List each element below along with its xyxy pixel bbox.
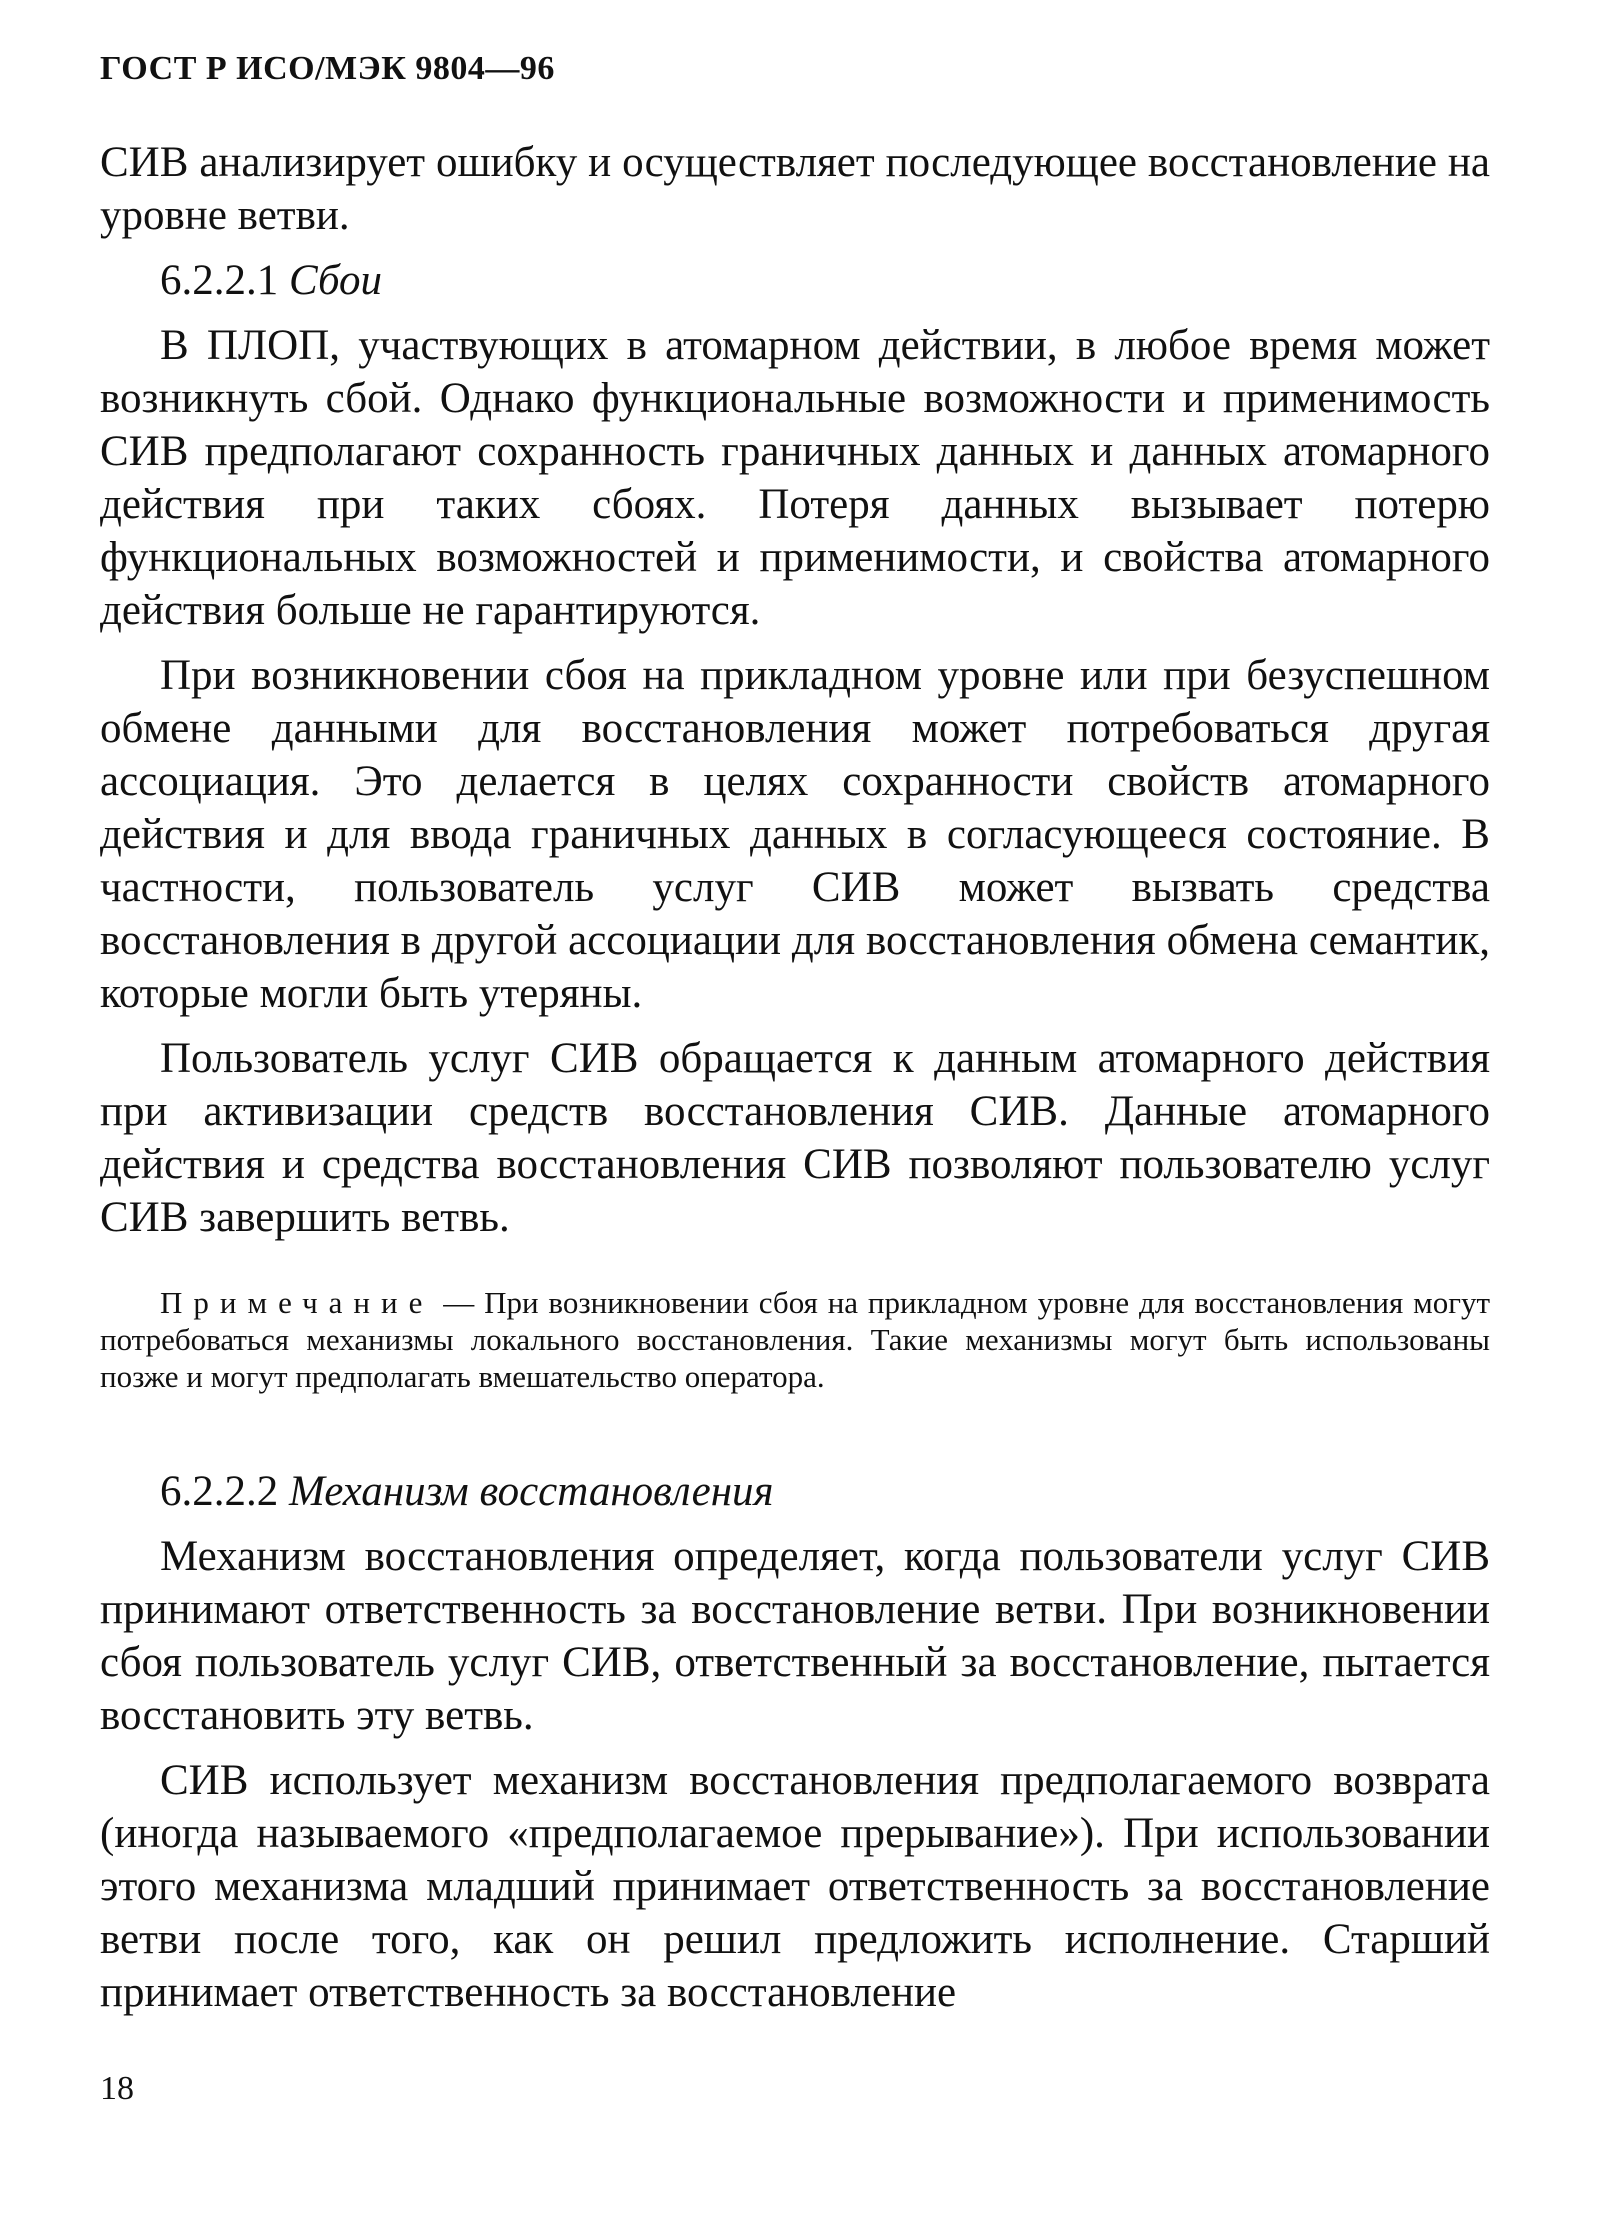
paragraph-atomic-action-data: Пользователь услуг СИВ обращается к данным атомарного действия при активизации средств восстановления СИВ. Данные атомарного действия и средства восстановления СИВ позволяют пользователю услуг СИВ завершить ветвь. bbox=[100, 1035, 1490, 1241]
note-label: Примечание bbox=[160, 1285, 434, 1320]
paragraph-error-analysis: СИВ анализирует ошибку и осуществляет последующее восстановление на уровне ветви. bbox=[100, 139, 1490, 239]
section-number: 6.2.2.2 bbox=[160, 1468, 279, 1515]
section-number: 6.2.2.1 bbox=[160, 257, 279, 304]
section-heading-recovery-mechanism bbox=[100, 1465, 1490, 1518]
paragraph-presumed-rollback: СИВ использует механизм восстановления предполагаемого возврата (иногда называемого «предполагаемое прерывание»). При использовании этого механизма младший принимает ответственность за восстановление ветви после того, как он решил предложить исполнение. Старший принимает ответственность за восстановление bbox=[100, 1757, 1490, 2016]
paragraph-failures: В ПЛОП, участвующих в атомарном действии, в любое время может возникнуть сбой. Однако функциональные возможности и применимость СИВ предполагают сохранность граничных данных и данных атомарного действия при таких сбоях. Потеря данных вызывает потерю функциональных возможностей и применимости, и свойства атомарного действия больше не гарантируются. bbox=[100, 322, 1490, 634]
note-text: — При возникновении сбоя на прикладном уровне для восстановления могут потребоваться механизмы локального восстановления. Такие механизмы могут быть использованы позже и могут предполагать вмешательство оператора. bbox=[100, 1285, 1490, 1394]
paragraph-recovery-mechanism: Механизм восстановления определяет, когда пользователи услуг СИВ принимают ответственность за восстановление ветви. При возникновении сбоя пользователь услуг СИВ, ответственный за восстановление, пытается восстановить эту ветвь. bbox=[100, 1533, 1490, 1739]
note bbox=[100, 1284, 1490, 1395]
page-number: 18 bbox=[100, 2070, 134, 2107]
page-content bbox=[100, 136, 1490, 2031]
section-heading-failures bbox=[100, 254, 1490, 307]
section-title: Механизм восстановления bbox=[289, 1468, 774, 1515]
section-title: Сбои bbox=[289, 257, 383, 304]
paragraph-application-failure: При возникновении сбоя на прикладном уровне или при безуспешном обмене данными для восстановления может потребоваться другая ассоциация. Это делается в целях сохранности свойств атомарного действия и для ввода граничных данных в согласующееся состояние. В частности, пользователь услуг СИВ может вызвать средства восстановления в другой ассоциации для восстановления обмена семантик, которые могли быть утеряны. bbox=[100, 652, 1490, 1017]
document-header: ГОСТ Р ИСО/МЭК 9804—96 bbox=[100, 50, 555, 87]
